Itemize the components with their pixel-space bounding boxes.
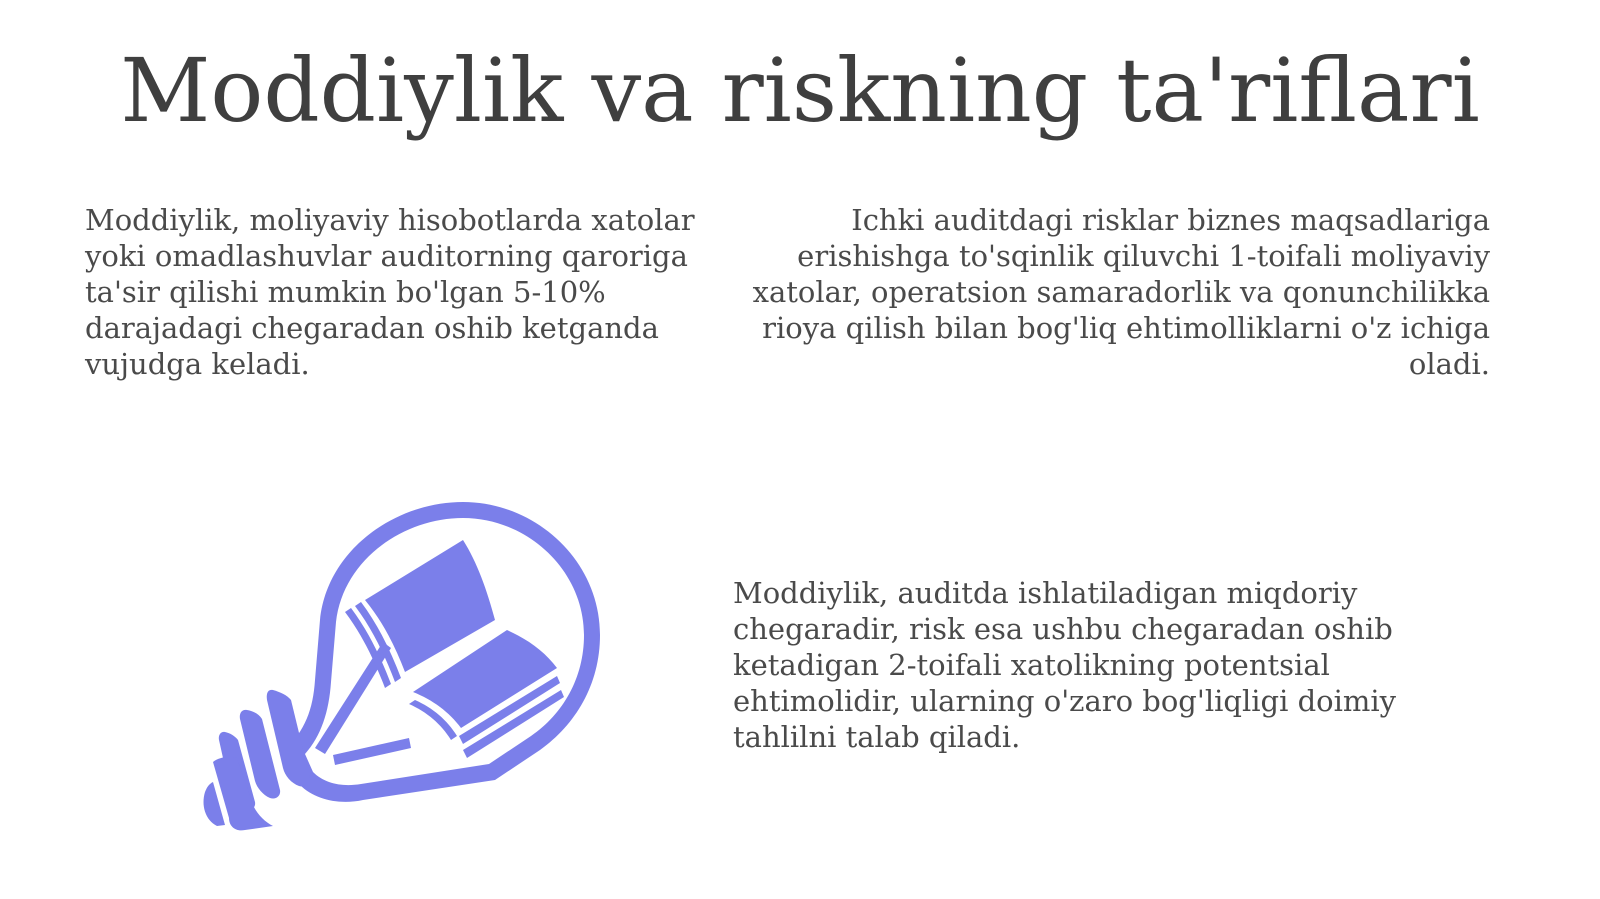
- lightbulb-with-book-icon: [195, 500, 625, 860]
- relationship-text: Moddiylik, auditda ishlatiladigan miqdoriy chegaradir, risk esa ushbu chegaradan oshib ketadigan 2-toifali xatolikning potentsial ehtimolidir, ularning o'zaro bog'liqligi doimiy tahlilni talab qiladi.: [733, 576, 1397, 754]
- slide-title: Moddiylik va riskning ta'riflari: [120, 39, 1480, 142]
- materiality-definition-text: Moddiylik, moliyaviy hisobotlarda xatolar yoki omadlashuvlar auditorning qaroriga ta'sir qilishi mumkin bo'lgan 5-10% darajadagi chegaradan oshib ketganda vujudga keladi.: [85, 203, 695, 381]
- risk-definition-text: Ichki auditdagi risklar biznes maqsadlariga erishishga to'sqinlik qiluvchi 1-toifali moliyaviy xatolar, operatsion samaradorlik va qonunchilikka rioya qilish bilan bog'liq ehtimolliklarni o'z ichiga oladi.: [752, 203, 1490, 381]
